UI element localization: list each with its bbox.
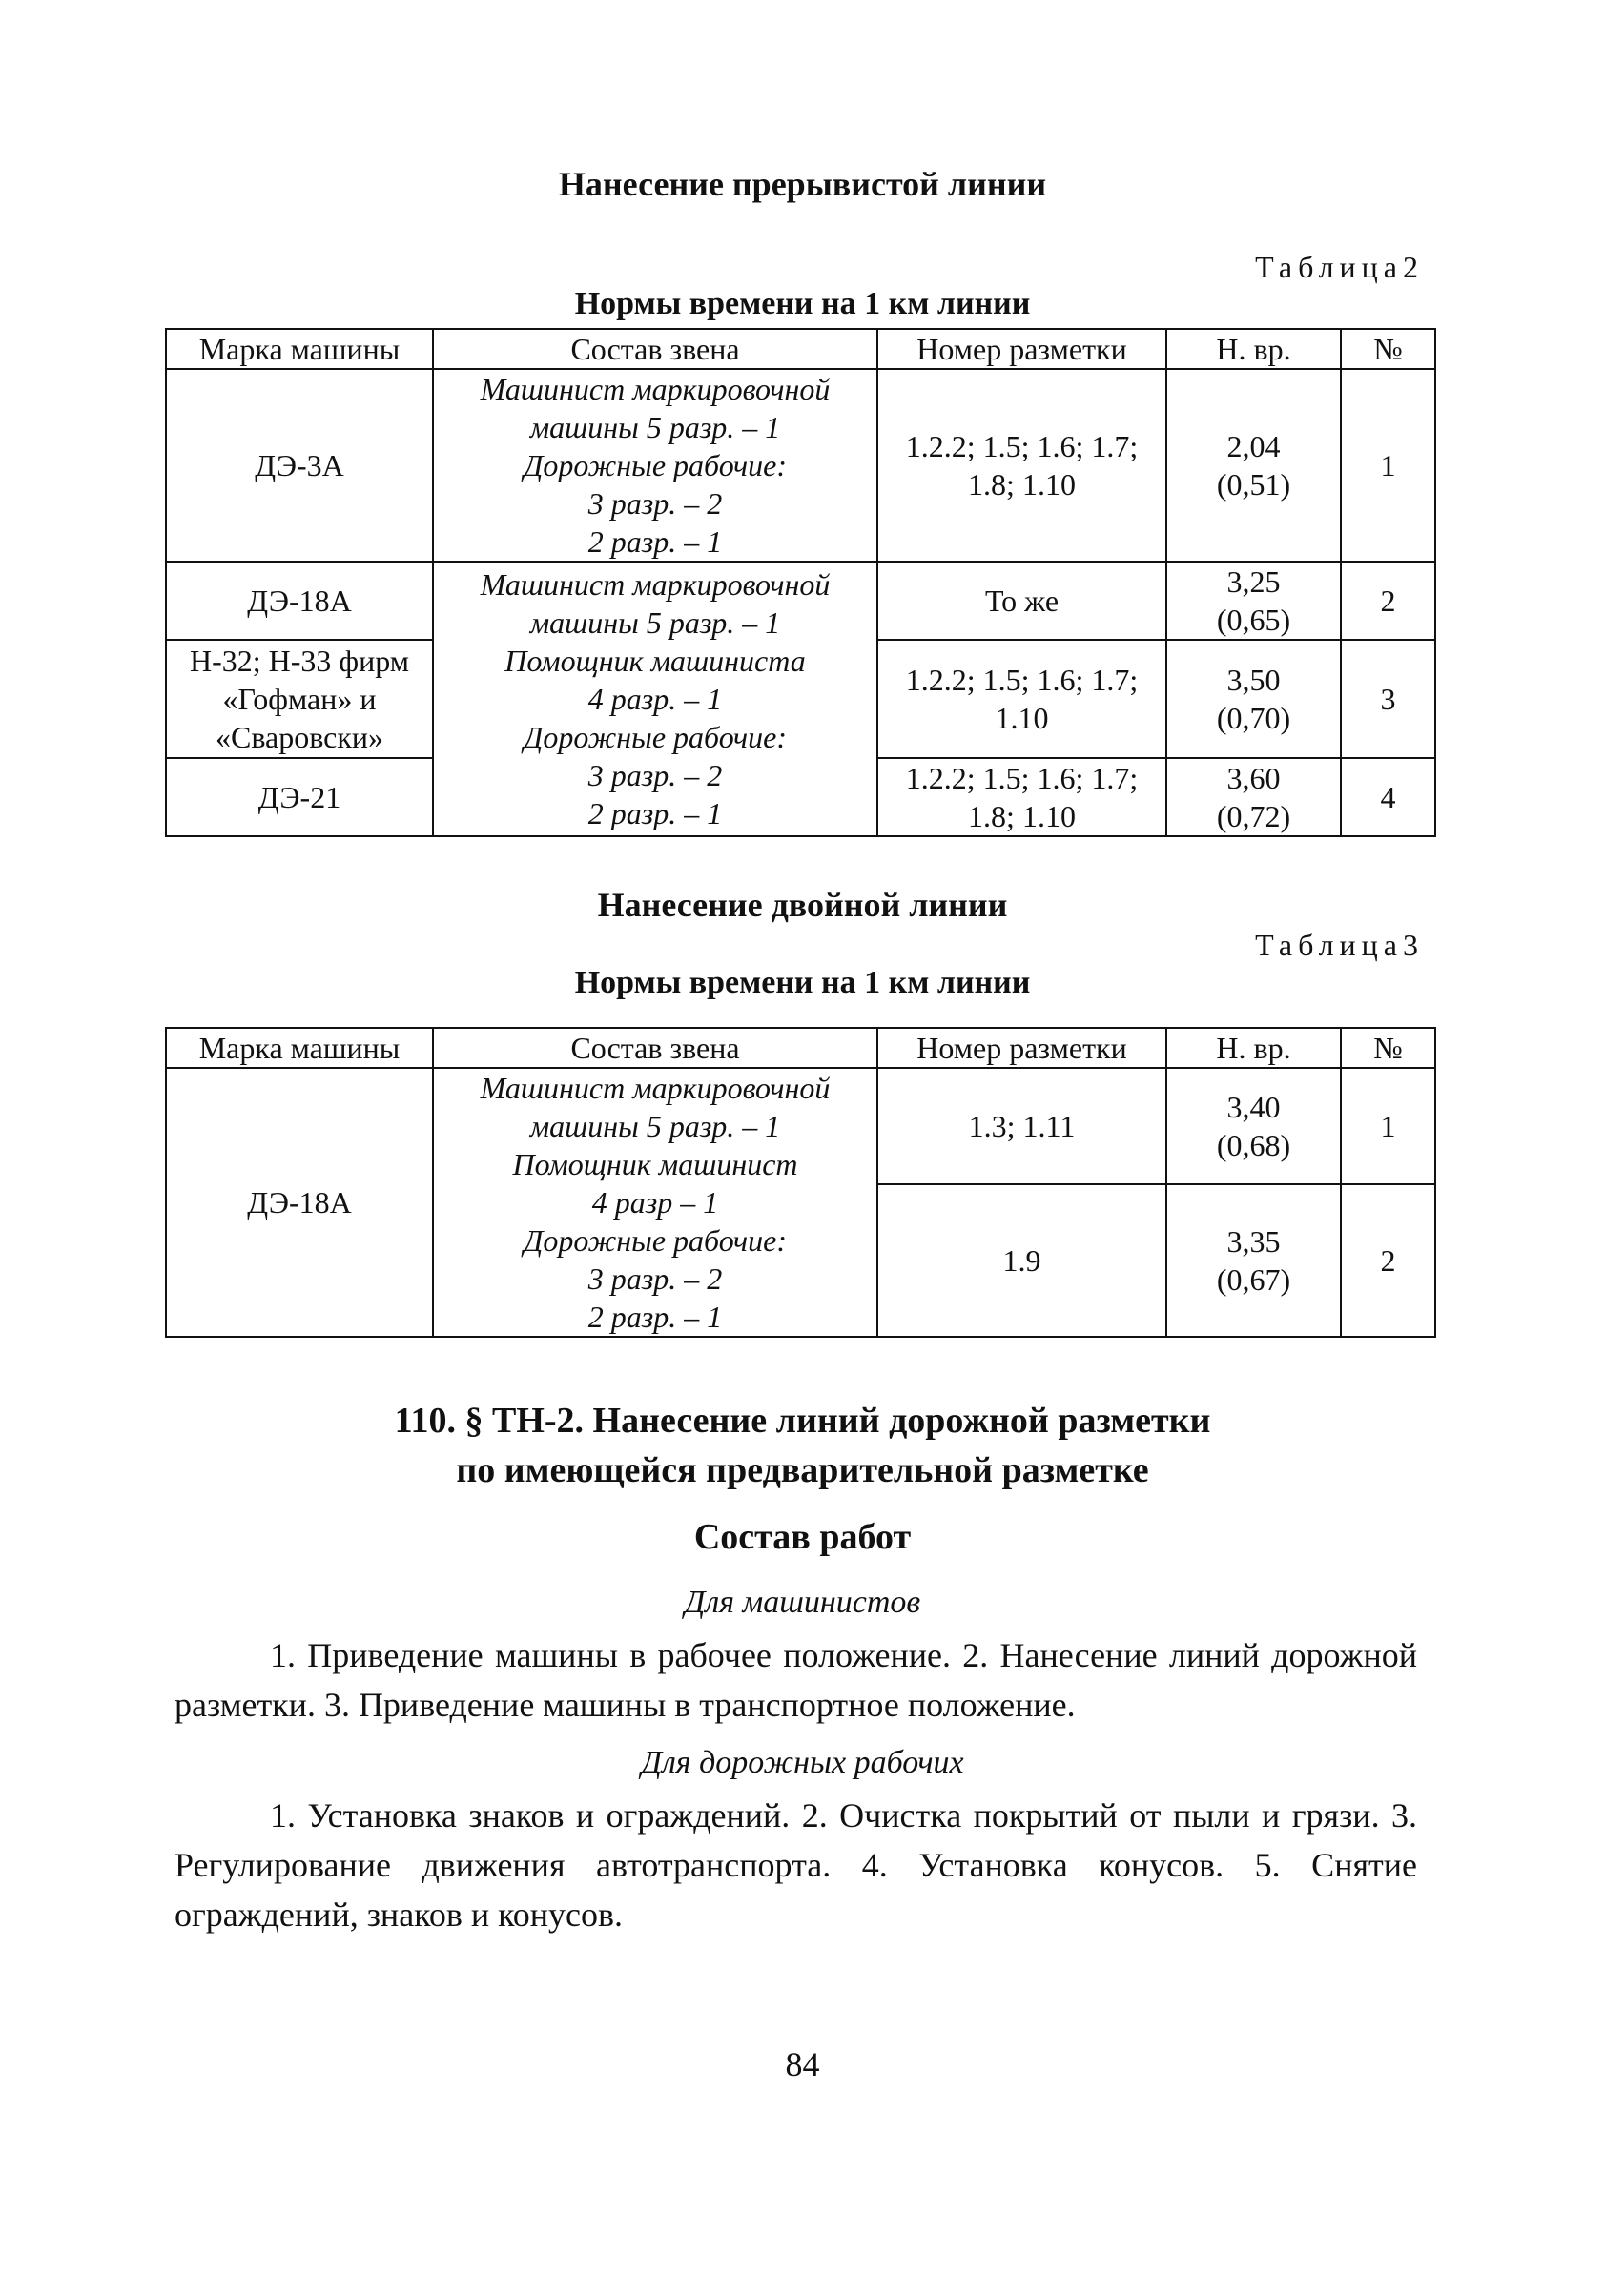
- section-title-line: 110. § ТН-2. Нанесение линий дорожной разметки: [394, 1401, 1211, 1441]
- time-value: 3,50: [1226, 663, 1281, 697]
- time-value-paren: (0,67): [1216, 1262, 1291, 1297]
- crew-line: Машинист маркировочной: [480, 567, 831, 602]
- crew-line: Машинист маркировочной: [480, 1071, 831, 1105]
- header-crew: Состав звена: [433, 329, 877, 369]
- header-number: №: [1341, 329, 1435, 369]
- crew-line: Помощник машиниста: [504, 644, 806, 678]
- machine-cell: ДЭ-18А: [166, 562, 433, 640]
- crew-line: Помощник машинист: [512, 1147, 798, 1181]
- marking-cell: 1.2.2; 1.5; 1.6; 1.7; 1.8; 1.10: [877, 369, 1166, 562]
- header-marking: Номер разметки: [877, 1028, 1166, 1068]
- crew-line: машины 5 разр. – 1: [529, 1109, 781, 1143]
- header-crew: Состав звена: [433, 1028, 877, 1068]
- section-subtitle: Состав работ: [693, 1517, 912, 1557]
- row-number: 2: [1341, 1184, 1435, 1337]
- crew-line: 4 разр. – 1: [587, 682, 723, 716]
- crew-cell: [433, 1068, 877, 1337]
- row-number: 3: [1341, 640, 1435, 758]
- group-title: Для дорожных рабочих: [641, 1745, 964, 1780]
- time-value-paren: (0,70): [1216, 701, 1291, 735]
- crew-cell: [433, 562, 877, 836]
- time-cell: [1166, 640, 1341, 758]
- machine-cell: Н-32; Н-33 фирм «Гофман» и «Сваровски»: [166, 640, 433, 758]
- paragraph: [175, 1791, 1417, 1939]
- crew-line: Дорожные рабочие:: [523, 720, 788, 754]
- crew-line: 2 разр. – 1: [587, 1300, 723, 1334]
- time-norms-table-3: [165, 1027, 1436, 1338]
- crew-line: 3 разр. – 2: [587, 486, 723, 521]
- crew-cell: [433, 369, 877, 562]
- marking-cell: То же: [877, 562, 1166, 640]
- crew-line: машины 5 разр. – 1: [529, 410, 781, 444]
- row-number: 2: [1341, 562, 1435, 640]
- row-number: 4: [1341, 758, 1435, 836]
- marking-cell: 1.2.2; 1.5; 1.6; 1.7; 1.10: [877, 640, 1166, 758]
- marking-cell: 1.2.2; 1.5; 1.6; 1.7; 1.8; 1.10: [877, 758, 1166, 836]
- header-number: №: [1341, 1028, 1435, 1068]
- marking-cell: 1.9: [877, 1184, 1166, 1337]
- section-heading: Нанесение прерывистой линии: [558, 165, 1047, 203]
- time-cell: [1166, 1068, 1341, 1184]
- time-value-paren: (0,68): [1216, 1128, 1291, 1162]
- section-title: [0, 1396, 1605, 1495]
- crew-line: Дорожные рабочие:: [523, 1223, 788, 1258]
- table-label: Таблица2: [1255, 250, 1424, 284]
- section-title-line: по имеющейся предварительной разметке: [456, 1450, 1149, 1490]
- crew-line: Дорожные рабочие:: [523, 448, 788, 482]
- time-value: 2,04: [1226, 429, 1281, 463]
- crew-line: 3 разр. – 2: [587, 758, 723, 792]
- paragraph: [175, 1630, 1417, 1730]
- header-machine: Марка машины: [166, 1028, 433, 1068]
- table-row: [166, 562, 1435, 640]
- machine-cell: ДЭ-18А: [166, 1068, 433, 1337]
- time-cell: [1166, 562, 1341, 640]
- time-norms-table-2: [165, 328, 1436, 837]
- crew-line: 3 разр. – 2: [587, 1261, 723, 1296]
- crew-line: 4 разр – 1: [591, 1185, 719, 1220]
- header-time: Н. вр.: [1166, 1028, 1341, 1068]
- time-cell: [1166, 369, 1341, 562]
- time-value-paren: (0,65): [1216, 603, 1291, 637]
- time-value: 3,35: [1226, 1224, 1281, 1259]
- row-number: 1: [1341, 369, 1435, 562]
- table-label: Таблица3: [1255, 928, 1424, 962]
- header-time: Н. вр.: [1166, 329, 1341, 369]
- header-machine: Марка машины: [166, 329, 433, 369]
- machine-cell: ДЭ-3А: [166, 369, 433, 562]
- time-value-paren: (0,72): [1216, 799, 1291, 833]
- time-value: 3,25: [1226, 564, 1281, 599]
- table-row: [166, 1068, 1435, 1184]
- crew-line: Машинист маркировочной: [480, 372, 831, 406]
- header-marking: Номер разметки: [877, 329, 1166, 369]
- machine-cell: ДЭ-21: [166, 758, 433, 836]
- table-header-row: [166, 329, 1435, 369]
- paragraph-text: 1. Установка знаков и ограждений. 2. Очистка покрытий от пыли и грязи. 3. Регулирование движения автотранспорта. 4. Установка конусов. 5. Снятие ограждений, знаков и конусов.: [175, 1796, 1417, 1934]
- table-caption: Нормы времени на 1 км линии: [574, 965, 1031, 1000]
- table-row: [166, 369, 1435, 562]
- crew-line: 2 разр. – 1: [587, 796, 723, 830]
- time-value-paren: (0,51): [1216, 467, 1291, 502]
- crew-line: машины 5 разр. – 1: [529, 605, 781, 640]
- section-heading: Нанесение двойной линии: [597, 886, 1008, 924]
- table-caption: Нормы времени на 1 км линии: [574, 286, 1031, 321]
- group-title: Для машинистов: [684, 1585, 921, 1620]
- table-header-row: [166, 1028, 1435, 1068]
- crew-line: 2 разр. – 1: [587, 524, 723, 559]
- time-cell: [1166, 1184, 1341, 1337]
- page-number: 84: [785, 2045, 820, 2083]
- paragraph-text: 1. Приведение машины в рабочее положение. 2. Нанесение линий дорожной разметки. 3. Приведение машины в транспортное положение.: [175, 1636, 1417, 1724]
- row-number: 1: [1341, 1068, 1435, 1184]
- marking-cell: 1.3; 1.11: [877, 1068, 1166, 1184]
- time-value: 3,40: [1226, 1090, 1281, 1124]
- time-cell: [1166, 758, 1341, 836]
- time-value: 3,60: [1226, 761, 1281, 795]
